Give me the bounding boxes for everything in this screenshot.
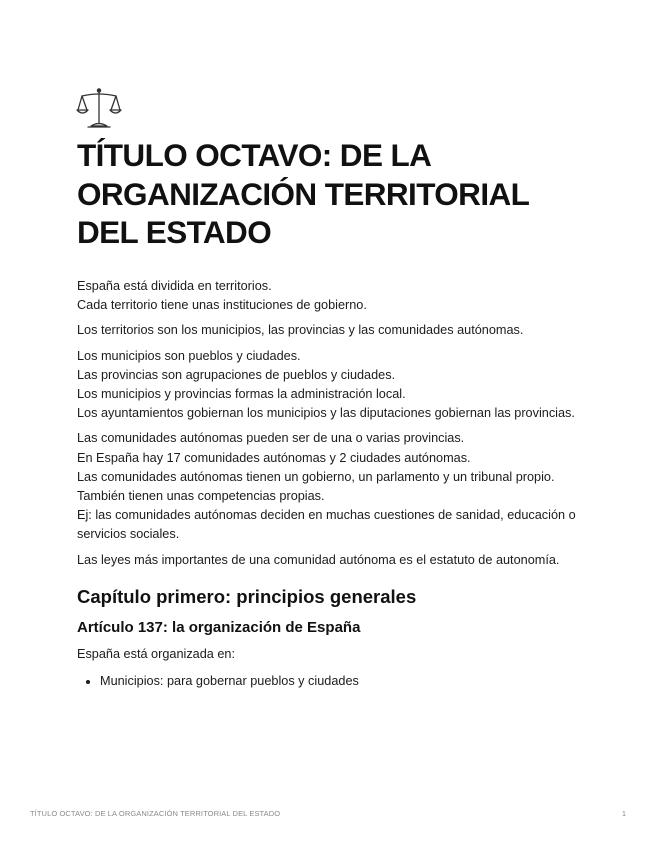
paragraph bbox=[77, 277, 577, 315]
paragraph-line: Los municipios y provincias formas la administración local. bbox=[77, 387, 406, 402]
paragraph-line: En España hay 17 comunidades autónomas y 2 ciudades autónomas. bbox=[77, 450, 471, 465]
paragraphs bbox=[77, 277, 577, 570]
paragraph bbox=[77, 321, 577, 340]
paragraph bbox=[77, 347, 577, 424]
page-number: 1 bbox=[621, 809, 626, 818]
paragraph-line: Cada territorio tiene unas instituciones de gobierno. bbox=[77, 298, 367, 313]
footer-title: TÍTULO OCTAVO: DE LA ORGANIZACIÓN TERRITORIAL DEL ESTADO bbox=[30, 809, 281, 818]
paragraph-line: Las provincias son agrupaciones de pueblos y ciudades. bbox=[77, 367, 396, 382]
list-item: • Municipios: para gobernar pueblos y ciudades bbox=[100, 672, 577, 691]
paragraph-line: Las comunidades autónomas pueden ser de una o varias provincias. bbox=[77, 431, 465, 446]
paragraph-line: España está dividida en territorios. bbox=[77, 279, 272, 293]
paragraph bbox=[77, 429, 577, 544]
paragraph-line: Los ayuntamientos gobiernan los municipios y las diputaciones gobiernan las provincias. bbox=[77, 406, 575, 421]
paragraph-line: Ej: las comunidades autónomas deciden en muchas cuestiones de sanidad, educación o servicios sociales. bbox=[77, 508, 576, 542]
page-title: TÍTULO OCTAVO: DE LA ORGANIZACIÓN TERRITORIAL DEL ESTADO bbox=[77, 137, 529, 250]
document-body bbox=[77, 277, 577, 691]
bullet-list bbox=[77, 672, 577, 691]
paragraph bbox=[77, 551, 577, 570]
scales-of-justice-icon bbox=[76, 86, 122, 130]
article-intro: España está organizada en: bbox=[77, 646, 236, 661]
article-heading: Artículo 137: la organización de España bbox=[77, 618, 361, 636]
paragraph-line: Los municipios son pueblos y ciudades. bbox=[77, 348, 301, 363]
chapter-heading: Capítulo primero: principios generales bbox=[77, 585, 417, 607]
paragraph-line: También tienen unas competencias propias. bbox=[77, 489, 325, 504]
paragraph-line: Las comunidades autónomas tienen un gobierno, un parlamento y un tribunal propio. bbox=[77, 469, 555, 484]
paragraph-line: Las leyes más importantes de una comunidad autónoma es el estatuto de autonomía. bbox=[77, 552, 560, 567]
paragraph-line: Los territorios son los municipios, las provincias y las comunidades autónomas. bbox=[77, 323, 524, 338]
